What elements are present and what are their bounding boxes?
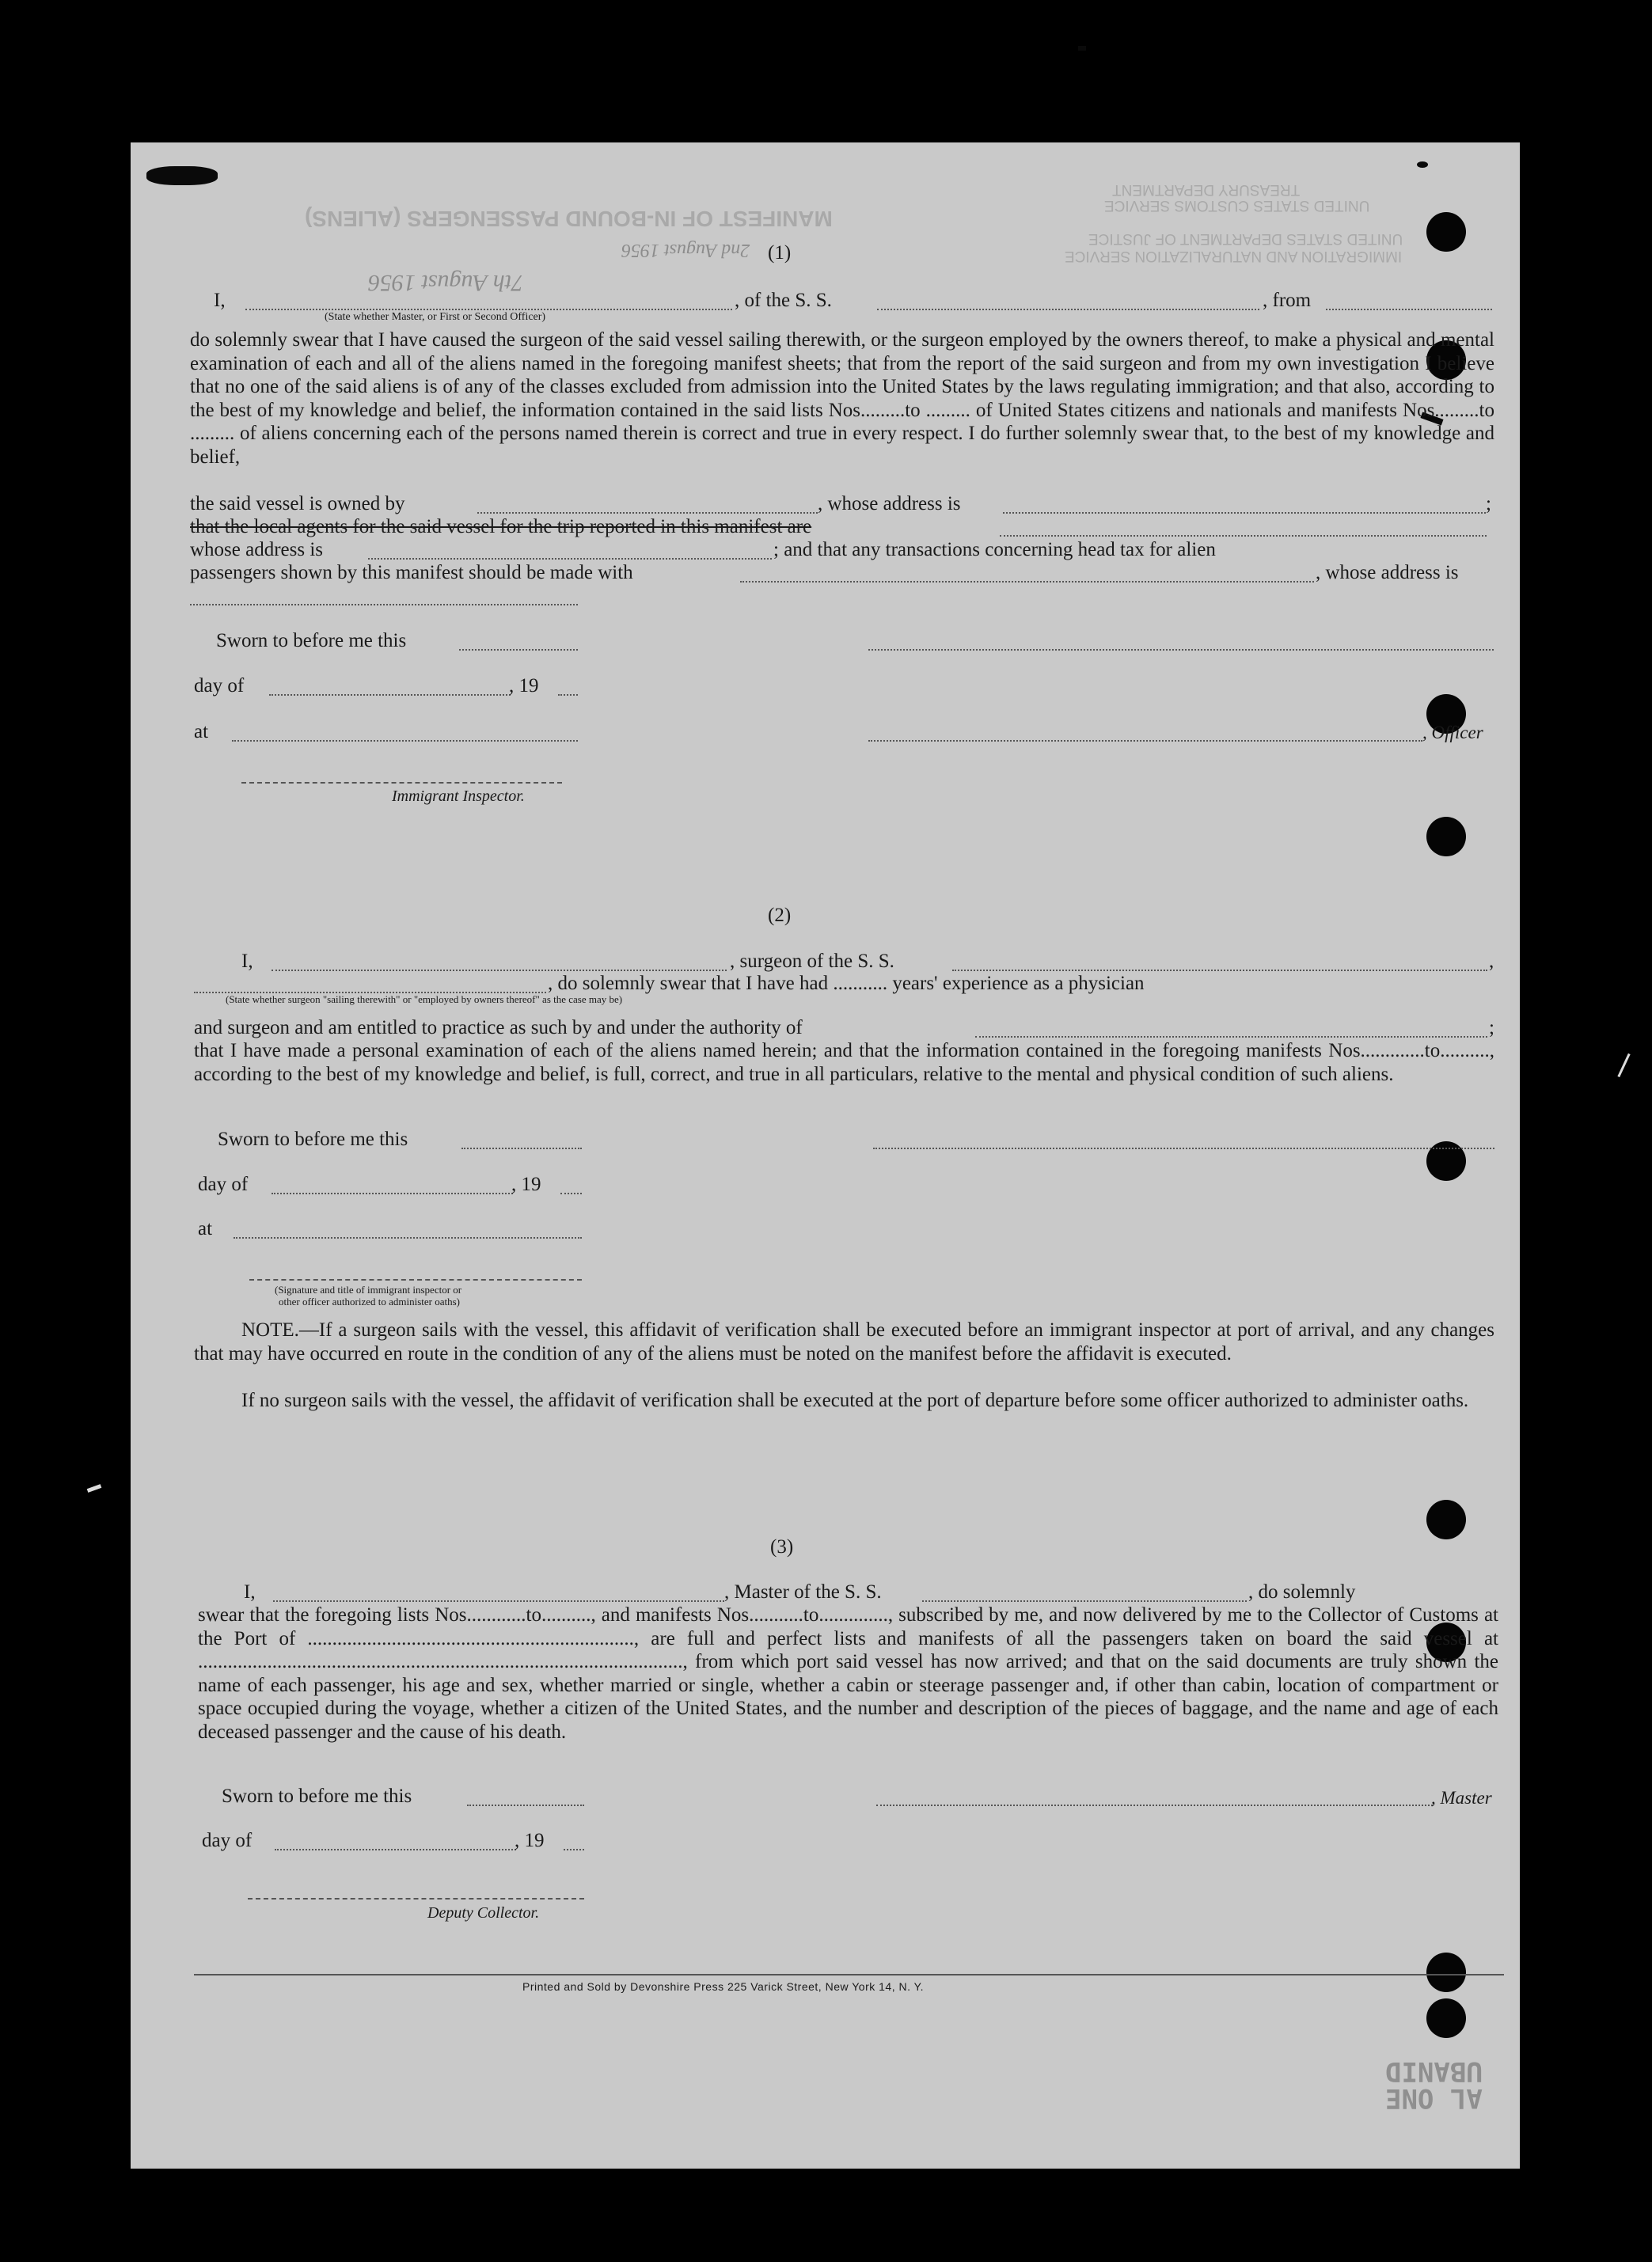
year-field-3[interactable] [564, 1849, 584, 1850]
owner-address-label: , whose address is [818, 493, 961, 514]
at-place-field[interactable] [232, 740, 578, 742]
bleed-through-header: UNITED STATES DEPARTMENT OF JUSTICE [1088, 230, 1403, 247]
section-2-oath-text: that I have made a personal examination of each of the aliens named herein; and that the information contained in the foregoing manifests Nos.............to.........., according to the best of my knowledge and belief, is full, correct, and true in all particulars, relative to the mental and physical condition of such aliens. [194, 1040, 1494, 1085]
year-label-3: , 19 [515, 1830, 545, 1851]
bleed-through-handwriting: 2nd August 1956 [621, 240, 750, 260]
no-surgeon-note-paragraph: If no surgeon sails with the vessel, the affidavit of verification shall be executed at the port of departure before some officer authorized to administer oaths. [241, 1390, 1469, 1411]
local-agents-field[interactable] [1000, 535, 1487, 537]
local-agents-label: that the local agents for the said vessel for the trip reported in this manifest are [190, 516, 812, 537]
year-field[interactable] [558, 694, 578, 696]
at-label: at [194, 721, 209, 742]
day-of-field-3[interactable] [275, 1849, 516, 1850]
day-of-label-3: day of [202, 1830, 253, 1851]
punch-hole [1426, 1953, 1466, 1992]
inspector-signature-field[interactable] [241, 782, 562, 784]
surgeon-note-paragraph: NOTE.—If a surgeon sails with the vessel, this affidavit of verification shall be executed before an immigrant inspector at port of arrival, and any changes that may have occurred en route in the condition of any of the aliens must be noted on the manifest before the affidavit is executed. [194, 1319, 1494, 1364]
scan-mark [1617, 1053, 1630, 1077]
master-vessel-field[interactable] [922, 1600, 1247, 1602]
bleed-through-header: IMMIGRATION AND NATURALIZATION SERVICE [1065, 248, 1403, 264]
year-field-2[interactable] [560, 1193, 582, 1194]
signature-note-2: other officer authorized to administer oaths) [279, 1296, 460, 1307]
punch-hole [1426, 212, 1466, 252]
years-experience-text: , do solemnly swear that I have had ........... years' experience as a physician [548, 973, 1145, 994]
sworn-date-field-3[interactable] [467, 1805, 584, 1806]
sworn-date-field-2[interactable] [461, 1148, 582, 1149]
bleed-through-header: UNITED STATES CUSTOMS SERVICE [1104, 197, 1370, 214]
agents-address-label: whose address is [190, 539, 324, 560]
side-stamp-line: UBANID [1385, 2055, 1483, 2087]
contact-address-field[interactable] [190, 604, 578, 605]
passengers-label: passengers shown by this manifest should be made with [190, 562, 633, 583]
officer-label: , Officer [1422, 723, 1483, 742]
of-ss-label: , of the S. S. [735, 290, 832, 311]
from-port-field[interactable] [1326, 309, 1492, 310]
solemnly-label: , do solemnly [1248, 1581, 1356, 1603]
section-1-i: I, [214, 290, 226, 311]
officer-title-field[interactable] [868, 740, 1422, 742]
master-name-field-3[interactable] [273, 1600, 724, 1602]
scan-mark [87, 1484, 102, 1493]
punch-hole [1426, 1998, 1466, 2038]
master-label: , Master [1431, 1788, 1492, 1808]
comma: , [1489, 951, 1494, 972]
at-label-2: at [198, 1218, 213, 1239]
deputy-signature-field[interactable] [248, 1898, 584, 1900]
owner-address-field[interactable] [1003, 512, 1486, 514]
from-label: , from [1263, 290, 1312, 311]
year-label: , 19 [509, 675, 539, 696]
semicolon: ; [1486, 493, 1491, 514]
vessel-name-field[interactable] [877, 309, 1259, 310]
contact-address-label: , whose address is [1316, 562, 1459, 583]
ink-smudge [1417, 161, 1428, 168]
surgeon-vessel-field[interactable] [952, 970, 1487, 971]
bleed-through-header: TREASURY DEPARTMENT [1112, 181, 1301, 198]
master-of-label: , Master of the S. S. [724, 1581, 882, 1603]
at-place-field-2[interactable] [234, 1237, 582, 1239]
manifest-page [131, 142, 1520, 2169]
section-2-number: (2) [768, 905, 792, 926]
sworn-label-3: Sworn to before me this [222, 1786, 412, 1807]
footer-rule [194, 1974, 1504, 1975]
day-of-field[interactable] [269, 694, 511, 696]
scan-mark [1078, 46, 1086, 51]
owner-field[interactable] [477, 512, 818, 514]
day-of-field-2[interactable] [272, 1193, 513, 1194]
owned-by-label: the said vessel is owned by [190, 493, 405, 514]
sworn-date-field[interactable] [459, 649, 578, 651]
authority-field[interactable] [975, 1036, 1487, 1038]
sworn-label-2: Sworn to before me this [218, 1129, 408, 1150]
section-3-number: (3) [770, 1536, 794, 1558]
agents-address-field[interactable] [368, 558, 772, 560]
semicolon: ; [1489, 1017, 1494, 1038]
head-tax-label: ; and that any transactions concerning head tax for alien [773, 539, 1216, 560]
section-3-i: I, [244, 1581, 256, 1603]
day-of-label-2: day of [198, 1174, 249, 1195]
year-label-2: , 19 [511, 1174, 541, 1195]
officer-signature-field[interactable] [868, 649, 1494, 651]
section-1-oath-text: do solemnly swear that I have caused the surgeon of the said vessel sailing therewith, or the surgeon employed by the owners thereof, to make a physical and mental examination of each and all of the aliens named in the foregoing manifest sheets; that from the report of the said surgeon and from my own investigation I believe that no one of the said aliens is of any of the classes excluded from admission into the United States by the laws regulating immigration; and that also, according to the best of my knowledge and belief, the information contained in the said lists Nos.........to ......... of United States citizens and nationals and manifests Nos.........to ......... of aliens concerning each of the persons named therein is correct and true in every respect. I do further solemnly swear that, to the best of my knowledge and belief, [190, 329, 1494, 468]
surgeon-note: (State whether surgeon "sailing therewith" or "employed by owners thereof" as the case may be) [226, 993, 623, 1005]
surgeon-of-label: , surgeon of the S. S. [730, 951, 894, 972]
ink-smudge [146, 166, 218, 185]
deputy-collector-label: Deputy Collector. [427, 1904, 540, 1922]
section-2-i: I, [241, 951, 253, 972]
signature-note-1: (Signature and title of immigrant inspector or [275, 1284, 462, 1296]
master-name-field[interactable] [245, 309, 732, 310]
master-signature-field[interactable] [876, 1805, 1433, 1806]
day-of-label: day of [194, 675, 245, 696]
inspector-label: Immigrant Inspector. [392, 788, 525, 805]
bleed-through-handwriting: 7th August 1956 [368, 270, 524, 296]
side-stamp-line: AL ONE [1385, 2082, 1483, 2114]
bleed-through-side-stamp [1385, 2055, 1516, 2114]
surgeon-signature-field[interactable] [873, 1148, 1494, 1149]
punch-hole [1426, 1500, 1466, 1539]
inspector-signature-field-2[interactable] [249, 1279, 582, 1281]
section-1-number: (1) [768, 242, 792, 264]
section-3-oath-text: swear that the foregoing lists Nos............to.........., and manifests Nos...........to.............., subscribed by me, and now delivered by me to the Collector of Customs at the Port of .................................................................., are full and perfect lists and manifests of all the passengers taken on board the said vessel at .................................................................................................., from which port said vessel has now arrived; and that on the said documents are truly shown the name of each passenger, his age and sex, whether married or single, whether a cabin or steerage passenger and, if other than cabin, location of compartment or space occupied during the voyage, whether a citizen of the United States, and the number and description of the pieces of baggage, and the name and age of each deceased passenger and the cause of his death. [198, 1604, 1498, 1743]
officer-note: (State whether Master, or First or Second Officer) [325, 311, 546, 323]
surgeon-name-field[interactable] [272, 970, 727, 971]
sworn-label: Sworn to before me this [216, 630, 407, 651]
printer-imprint: Printed and Sold by Devonshire Press 225 Varick Street, New York 14, N. Y. [522, 1980, 925, 1993]
authority-label: and surgeon and am entitled to practice as such by and under the authority of [194, 1017, 803, 1038]
bleed-through-header: MANIFEST OF IN-BOUND PASSENGERS (ALIENS) [305, 207, 833, 231]
punch-hole [1426, 817, 1466, 856]
head-tax-contact-field[interactable] [740, 581, 1314, 583]
